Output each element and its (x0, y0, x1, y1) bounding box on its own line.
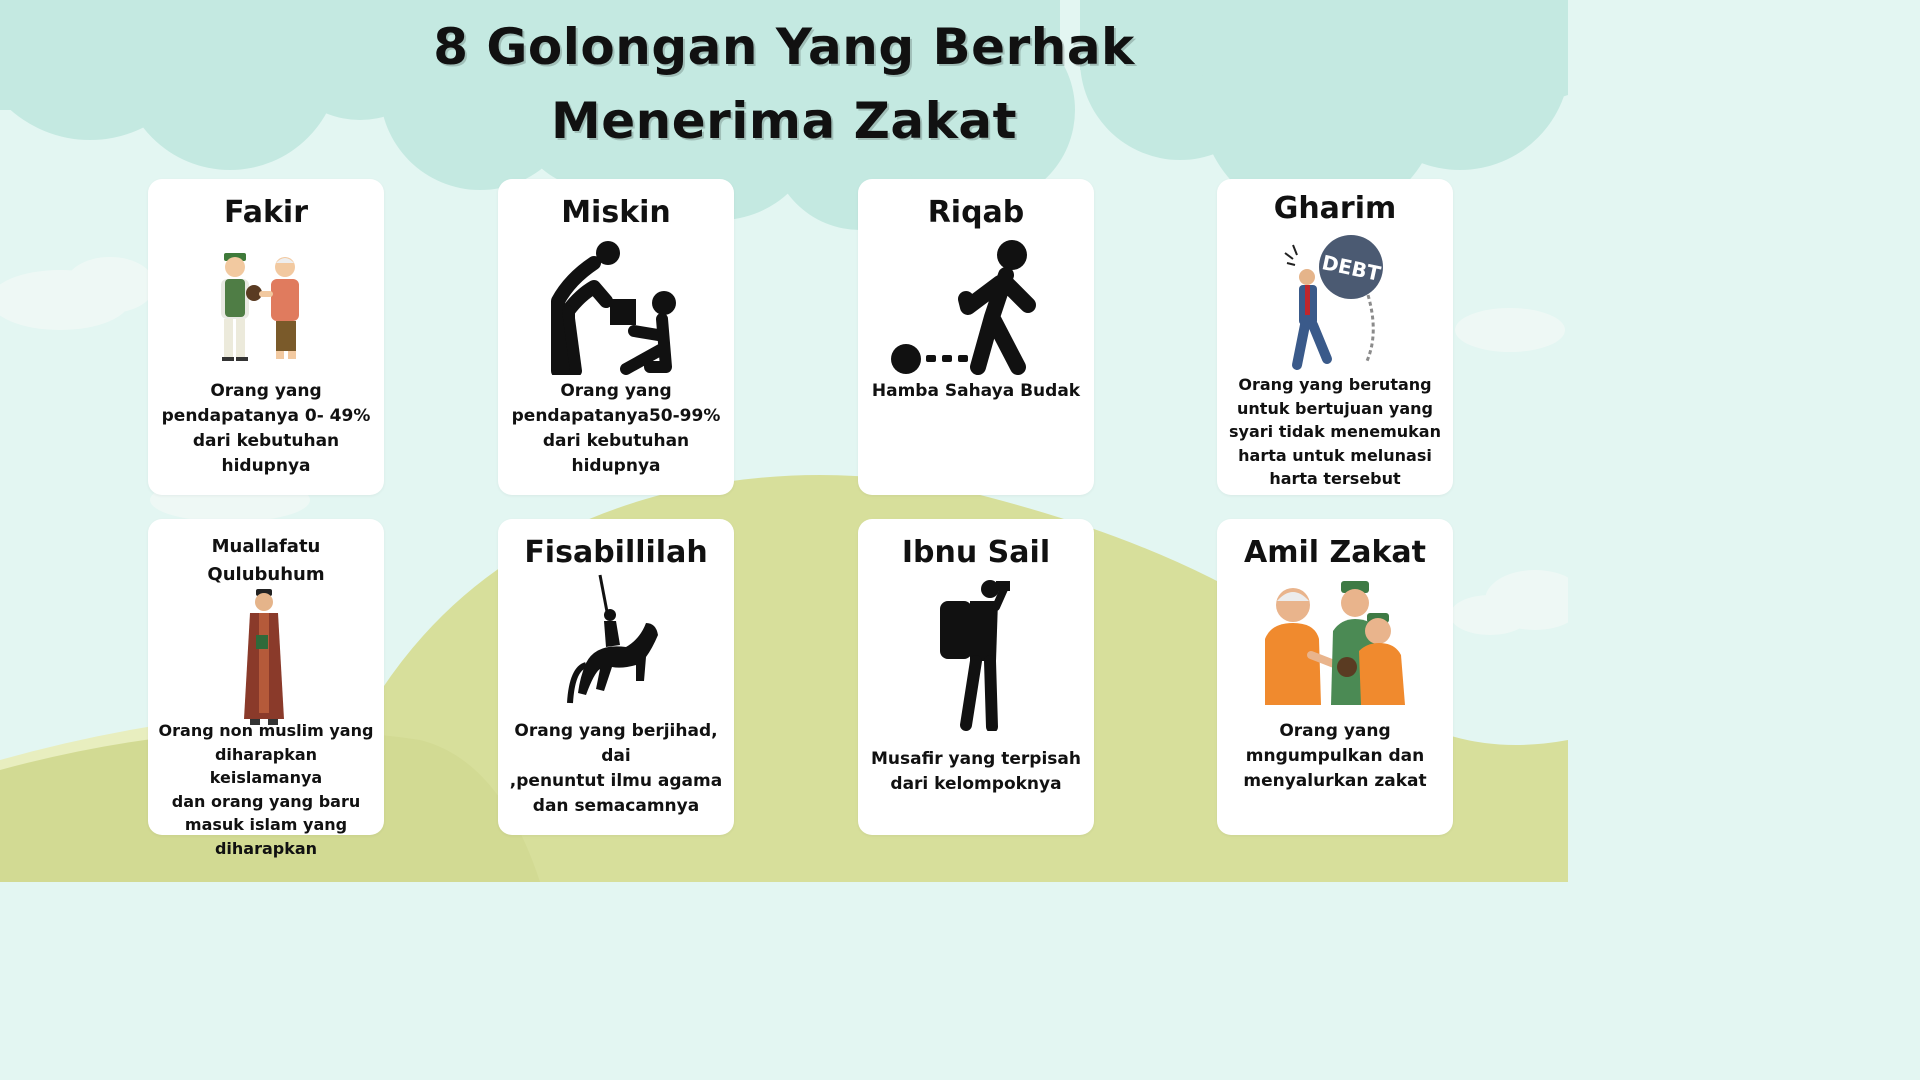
card-fisabillilah (498, 519, 734, 835)
zakat-collectors-icon (1261, 579, 1409, 707)
card-description: Orang non muslim yang diharapkan keislamanya dan orang yang baru masuk islam yang diharapkan (158, 721, 374, 858)
page-title-line2: Menerima Zakat (550, 92, 1018, 150)
card-amil-zakat (1217, 519, 1453, 835)
ball-and-chain-icon (888, 237, 1048, 375)
giving-charity-icon (216, 249, 316, 365)
card-description: Orang yang berjihad, dai ,penuntut ilmu agama dan semacamnya (509, 721, 723, 816)
horse-rider-icon (566, 573, 666, 713)
backpacker-icon (934, 577, 1018, 731)
man-in-robe-icon (240, 589, 292, 727)
card-fakir (148, 179, 384, 495)
card-description: Hamba Sahaya Budak (871, 381, 1081, 401)
card-title: Amil Zakat (1243, 535, 1427, 570)
card-muallafatu-qulubuhum (148, 519, 384, 858)
card-miskin (498, 179, 734, 495)
card-description: Musafir yang terpisah dari kelompoknya (871, 749, 1081, 794)
card-description: Orang yang mngumpulkan dan menyalurkan zakat (1243, 721, 1427, 791)
card-description: Orang yang berutang untuk bertujuan yang syari tidak menemukan harta untuk melunasi harta tersebut (1229, 375, 1441, 488)
card-description: Orang yang pendapatanya 0- 49% dari kebutuhan hidupnya (161, 381, 371, 476)
page-title-line1: 8 Golongan Yang Berhak (433, 18, 1135, 76)
card-title: Fakir (223, 195, 308, 230)
card-title: Riqab (927, 195, 1025, 230)
svg-text:DEBT: DEBT (1319, 250, 1383, 286)
card-riqab (858, 179, 1094, 495)
card-title: Miskin (561, 195, 671, 230)
debt-ball-icon (1283, 233, 1395, 379)
card-gharim (1217, 179, 1453, 495)
card-title: Gharim (1273, 191, 1397, 226)
card-title: Fisabillilah (524, 535, 708, 570)
card-ibnu-sail (858, 519, 1094, 835)
card-description: Orang yang pendapatanya50-99% dari kebutuhan hidupnya (511, 381, 721, 476)
card-title: Ibnu Sail (901, 535, 1051, 570)
person-helping-icon (550, 239, 682, 375)
card-title: Muallafatu Qulubuhum (207, 536, 325, 585)
